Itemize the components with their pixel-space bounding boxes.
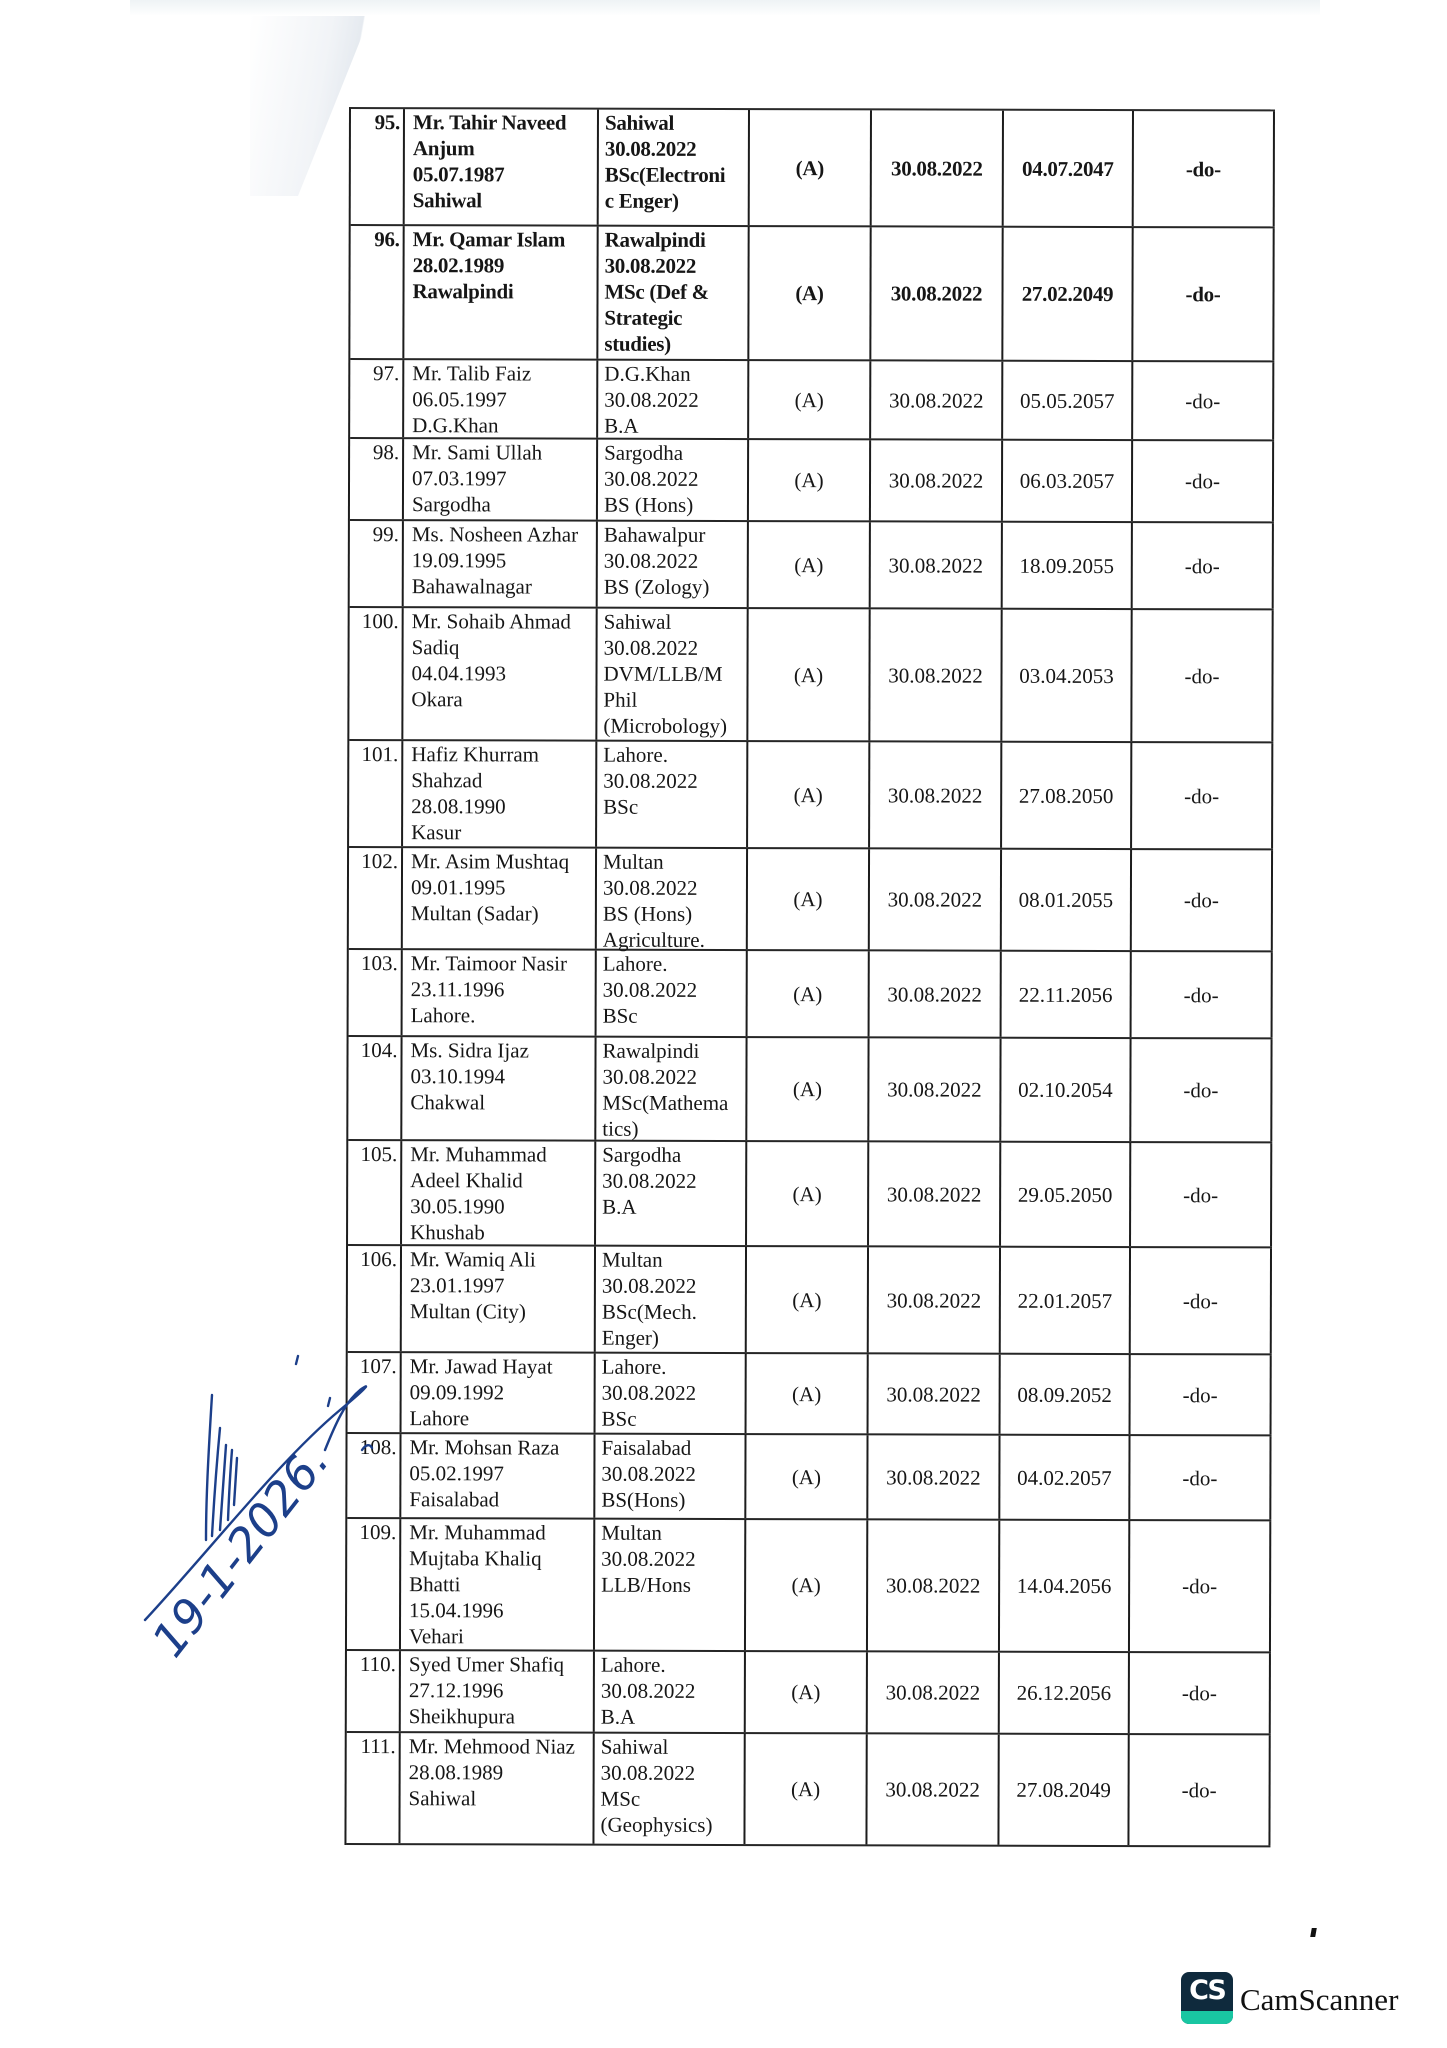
signature-stroke bbox=[206, 1395, 212, 1540]
category: (A) bbox=[746, 1520, 868, 1650]
camscanner-logo-band bbox=[1181, 2011, 1233, 2024]
remarks: -do- bbox=[1133, 228, 1274, 360]
employee-details: Mr. Mohsan Raza 05.02.1997 Faisalabad bbox=[401, 1434, 595, 1518]
camscanner-logo-icon bbox=[1181, 1972, 1233, 2024]
employee-details: Hafiz Khurram Shahzad 28.08.1990 Kasur bbox=[403, 741, 597, 847]
joining-date: 30.08.2022 bbox=[868, 1652, 1000, 1732]
posting-details: D.G.Khan 30.08.2022 B.A bbox=[598, 361, 749, 438]
posting-details: Multan 30.08.2022 LLB/Hons bbox=[595, 1520, 746, 1650]
serial-number: 104. bbox=[348, 1037, 402, 1139]
employee-details: Mr. Tahir Naveed Anjum 05.07.1987 Sahiwal bbox=[405, 109, 599, 225]
posting-details: Lahore. 30.08.2022 BSc bbox=[597, 951, 748, 1036]
posting-details: Multan 30.08.2022 BSc(Mech. Enger) bbox=[596, 1247, 747, 1352]
remarks: -do- bbox=[1131, 1039, 1272, 1141]
table-row bbox=[346, 1733, 1270, 1847]
retirement-date: 04.02.2057 bbox=[1000, 1436, 1130, 1519]
category: (A) bbox=[749, 227, 871, 359]
table-row bbox=[349, 848, 1273, 952]
camscanner-watermark: CamScanner bbox=[1240, 1982, 1399, 2017]
camscanner-logo-text: CS bbox=[1189, 1975, 1225, 2006]
posting-details: Faisalabad 30.08.2022 BS(Hons) bbox=[595, 1435, 746, 1518]
employee-details: Mr. Asim Mushtaq 09.01.1995 Multan (Sadar) bbox=[403, 848, 597, 949]
serial-number: 111. bbox=[346, 1733, 400, 1843]
posting-details: Sargodha 30.08.2022 BS (Hons) bbox=[598, 440, 749, 520]
scan-edge-shadow bbox=[130, 0, 1320, 16]
serial-number: 103. bbox=[349, 950, 403, 1035]
posting-details: Sargodha 30.08.2022 B.A bbox=[596, 1142, 747, 1245]
category: (A) bbox=[748, 951, 870, 1036]
category: (A) bbox=[750, 110, 872, 225]
category: (A) bbox=[748, 849, 870, 949]
posting-details: Sahiwal 30.08.2022 DVM/LLB/M Phil (Microbology) bbox=[597, 609, 748, 740]
employee-details: Mr. Jawad Hayat 09.09.1992 Lahore bbox=[402, 1353, 596, 1433]
remarks: -do- bbox=[1131, 1248, 1272, 1353]
serial-number: 108. bbox=[347, 1434, 401, 1517]
joining-date: 30.08.2022 bbox=[870, 609, 1002, 740]
employee-details: Mr. Talib Faiz 06.05.1997 D.G.Khan bbox=[404, 360, 598, 438]
signature-stroke bbox=[212, 1428, 220, 1536]
category: (A) bbox=[747, 1354, 869, 1433]
posting-details: Multan 30.08.2022 BS (Hons) Agriculture. bbox=[597, 849, 748, 949]
joining-date: 30.08.2022 bbox=[871, 522, 1003, 607]
category: (A) bbox=[745, 1734, 867, 1844]
employee-details: Mr. Taimoor Nasir 23.11.1996 Lahore. bbox=[403, 950, 597, 1036]
category: (A) bbox=[747, 1247, 869, 1352]
serial-number: 95. bbox=[351, 109, 405, 224]
retirement-date: 02.10.2054 bbox=[1001, 1039, 1131, 1141]
table-row bbox=[350, 521, 1274, 610]
category: (A) bbox=[746, 1435, 868, 1518]
posting-details: Sahiwal 30.08.2022 MSc (Geophysics) bbox=[594, 1734, 745, 1844]
retirement-date: 27.08.2049 bbox=[999, 1735, 1129, 1845]
joining-date: 30.08.2022 bbox=[871, 440, 1003, 520]
category: (A) bbox=[747, 1142, 869, 1245]
employee-details: Mr. Mehmood Niaz 28.08.1989 Sahiwal bbox=[400, 1733, 594, 1844]
joining-date: 30.08.2022 bbox=[870, 742, 1002, 847]
table-row bbox=[348, 1353, 1272, 1436]
joining-date: 30.08.2022 bbox=[869, 1038, 1001, 1140]
employee-details: Mr. Sami Ullah 07.03.1997 Sargodha bbox=[404, 439, 598, 520]
remarks: -do- bbox=[1132, 743, 1273, 848]
signature-stroke bbox=[228, 1450, 232, 1520]
signature-stroke bbox=[220, 1445, 226, 1530]
signature-stroke bbox=[296, 1356, 298, 1364]
retirement-date: 08.01.2055 bbox=[1002, 850, 1132, 950]
appointments-table bbox=[344, 107, 1275, 1847]
remarks: -do- bbox=[1131, 1355, 1272, 1434]
serial-number: 97. bbox=[350, 360, 404, 437]
table-row bbox=[349, 950, 1273, 1039]
employee-details: Ms. Nosheen Azhar 19.09.1995 Bahawalnagar bbox=[404, 521, 598, 607]
joining-date: 30.08.2022 bbox=[869, 1354, 1001, 1433]
category: (A) bbox=[746, 1652, 868, 1732]
table-row bbox=[347, 1434, 1271, 1521]
category: (A) bbox=[747, 1038, 869, 1140]
category: (A) bbox=[749, 522, 871, 607]
table-row bbox=[348, 1037, 1272, 1143]
remarks: -do- bbox=[1134, 111, 1275, 226]
remarks: -do- bbox=[1132, 610, 1273, 741]
table-row bbox=[348, 1141, 1272, 1248]
retirement-date: 06.03.2057 bbox=[1003, 441, 1133, 521]
posting-details: Rawalpindi 30.08.2022 MSc (Def & Strategic studies) bbox=[598, 227, 749, 359]
table-row bbox=[351, 109, 1275, 228]
signature-stroke bbox=[328, 1398, 330, 1406]
table-row bbox=[350, 360, 1274, 441]
remarks: -do- bbox=[1131, 1143, 1272, 1246]
joining-date: 30.08.2022 bbox=[869, 1247, 1001, 1352]
table-row bbox=[349, 608, 1273, 743]
serial-number: 109. bbox=[347, 1519, 401, 1649]
joining-date: 30.08.2022 bbox=[870, 951, 1002, 1036]
remarks: -do- bbox=[1130, 1521, 1271, 1651]
retirement-date: 27.02.2049 bbox=[1003, 228, 1133, 360]
serial-number: 96. bbox=[350, 226, 404, 358]
category: (A) bbox=[749, 440, 871, 520]
joining-date: 30.08.2022 bbox=[868, 1520, 1000, 1650]
retirement-date: 29.05.2050 bbox=[1001, 1143, 1131, 1246]
joining-date: 30.08.2022 bbox=[871, 361, 1003, 438]
joining-date: 30.08.2022 bbox=[867, 1734, 999, 1844]
posting-details: Sahiwal 30.08.2022 BSc(Electroni c Enger) bbox=[599, 110, 750, 225]
remarks: -do- bbox=[1129, 1735, 1270, 1845]
serial-number: 99. bbox=[350, 521, 404, 606]
serial-number: 98. bbox=[350, 439, 404, 519]
serial-number: 105. bbox=[348, 1141, 402, 1244]
category: (A) bbox=[749, 361, 871, 438]
retirement-date: 18.09.2055 bbox=[1003, 523, 1133, 608]
serial-number: 110. bbox=[347, 1651, 401, 1731]
retirement-date: 08.09.2052 bbox=[1001, 1355, 1131, 1434]
posting-details: Rawalpindi 30.08.2022 MSc(Mathema tics) bbox=[596, 1038, 747, 1140]
category: (A) bbox=[748, 609, 870, 740]
category: (A) bbox=[748, 742, 870, 847]
scan-speck bbox=[1310, 1928, 1317, 1937]
retirement-date: 05.05.2057 bbox=[1003, 362, 1133, 439]
serial-number: 102. bbox=[349, 848, 403, 948]
table-row bbox=[348, 1246, 1272, 1355]
retirement-date: 22.11.2056 bbox=[1002, 952, 1132, 1037]
posting-details: Lahore. 30.08.2022 BSc bbox=[596, 1354, 747, 1433]
employee-details: Mr. Muhammad Mujtaba Khaliq Bhatti 15.04.1996 Vehari bbox=[401, 1519, 595, 1650]
employee-details: Mr. Qamar Islam 28.02.1989 Rawalpindi bbox=[404, 226, 598, 359]
employee-details: Mr. Sohaib Ahmad Sadiq 04.04.1993 Okara bbox=[403, 608, 597, 740]
table-row bbox=[347, 1519, 1271, 1653]
signature-date: 19-1-2026. bbox=[141, 1434, 340, 1667]
serial-number: 101. bbox=[349, 741, 403, 846]
joining-date: 30.08.2022 bbox=[869, 1142, 1001, 1245]
remarks: -do- bbox=[1132, 952, 1273, 1037]
employee-details: Ms. Sidra Ijaz 03.10.1994 Chakwal bbox=[402, 1037, 596, 1140]
posting-details: Bahawalpur 30.08.2022 BS (Zology) bbox=[598, 522, 749, 607]
table-row bbox=[350, 226, 1274, 362]
retirement-date: 04.07.2047 bbox=[1004, 111, 1134, 226]
employee-details: Syed Umer Shafiq 27.12.1996 Sheikhupura bbox=[401, 1651, 595, 1732]
retirement-date: 14.04.2056 bbox=[1000, 1521, 1130, 1651]
signature-stroke bbox=[362, 1445, 372, 1450]
retirement-date: 27.08.2050 bbox=[1002, 743, 1132, 848]
joining-date: 30.08.2022 bbox=[872, 110, 1004, 225]
employee-details: Mr. Wamiq Ali 23.01.1997 Multan (City) bbox=[402, 1246, 596, 1352]
remarks: -do- bbox=[1132, 850, 1273, 950]
joining-date: 30.08.2022 bbox=[868, 1435, 1000, 1518]
handwritten-signature bbox=[130, 1340, 380, 1670]
table-row bbox=[347, 1651, 1271, 1735]
posting-details: Lahore. 30.08.2022 B.A bbox=[595, 1652, 746, 1732]
retirement-date: 26.12.2056 bbox=[1000, 1653, 1130, 1733]
retirement-date: 22.01.2057 bbox=[1001, 1248, 1131, 1353]
retirement-date: 03.04.2053 bbox=[1002, 610, 1132, 741]
joining-date: 30.08.2022 bbox=[870, 849, 1002, 949]
remarks: -do- bbox=[1133, 441, 1274, 521]
remarks: -do- bbox=[1133, 523, 1274, 608]
employee-details: Mr. Muhammad Adeel Khalid 30.05.1990 Khushab bbox=[402, 1141, 596, 1245]
serial-number: 100. bbox=[349, 608, 403, 739]
posting-details: Lahore. 30.08.2022 BSc bbox=[597, 742, 748, 847]
remarks: -do- bbox=[1130, 1436, 1271, 1519]
remarks: -do- bbox=[1130, 1653, 1271, 1733]
remarks: -do- bbox=[1133, 362, 1274, 439]
serial-number: 106. bbox=[348, 1246, 402, 1351]
serial-number: 107. bbox=[348, 1353, 402, 1432]
table-row bbox=[349, 741, 1273, 850]
table-row bbox=[350, 439, 1274, 523]
signature-stroke bbox=[234, 1458, 237, 1505]
joining-date: 30.08.2022 bbox=[871, 227, 1003, 359]
